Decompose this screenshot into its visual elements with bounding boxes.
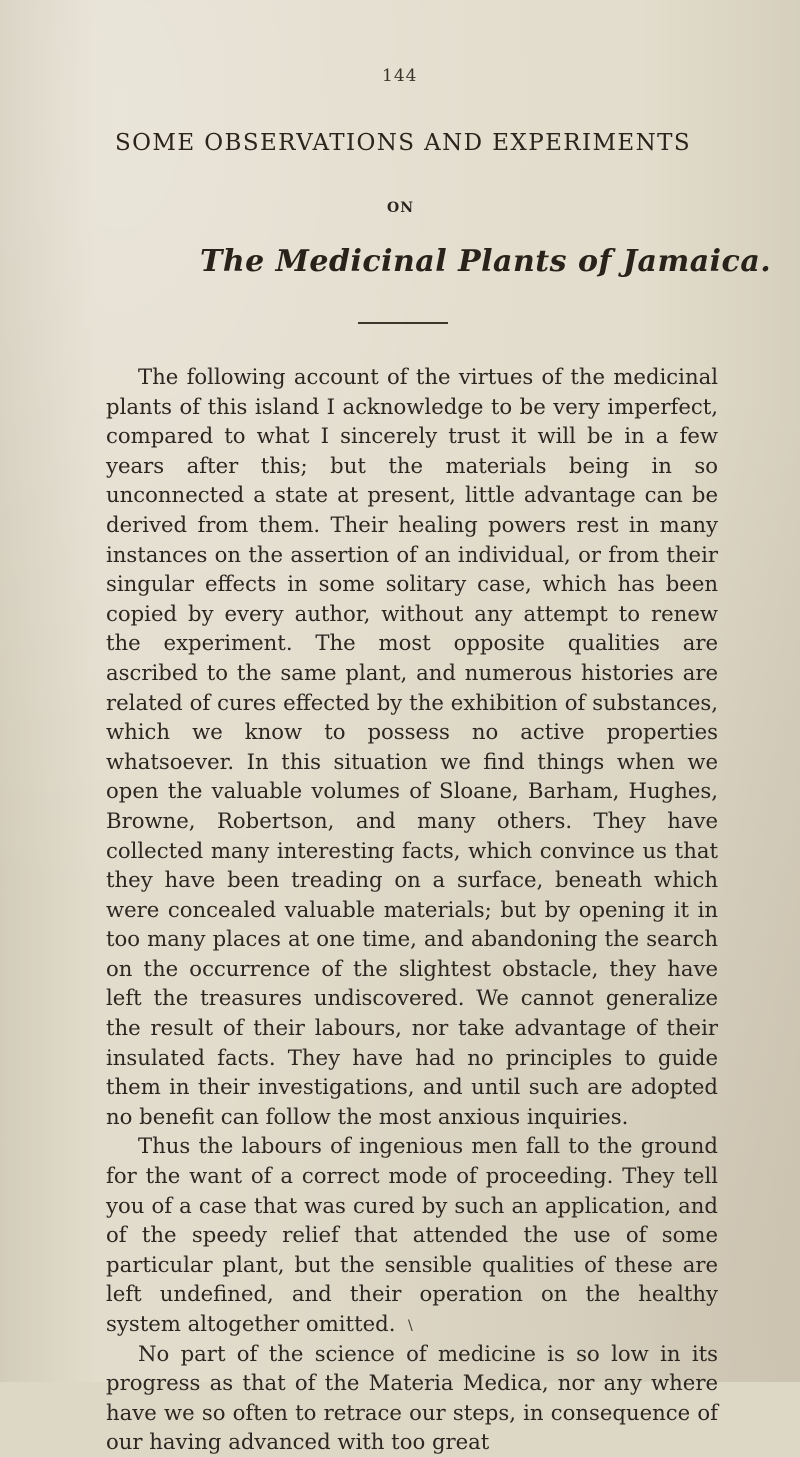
body-text	[106, 362, 718, 1457]
paragraph-3: No part of the science of medicine is so low in its progress as that of the Materia Medica, nor any where have we so often to retrace our steps, in consequence of our having advanced with too great	[106, 1340, 718, 1455]
title-rule	[358, 322, 448, 324]
chapter-subtitle: The Medicinal Plants of Jamaica.	[200, 244, 772, 279]
paragraph-2: Thus the labours of ingenious men fall to the ground for the want of a correct mode of proceeding. They tell you of a case that was cured by such an application, and of the speedy relief that attended the use of some particular plant, but the sensible qualities of these are left undefined, and their operation on the healthy system altogether omitted.	[106, 1133, 718, 1336]
page-number: 144	[382, 66, 418, 86]
title-connector: ON	[387, 200, 414, 216]
paragraph-1: The following account of the virtues of the medicinal plants of this island I acknowledge to be very imperfect, compared to what I sincerely trust it will be in a few years after this; but the materials being in so unconnected a state at present, little advantage can be derived from them. Their healing powers rest in many instances on the assertion of an individual, or from their singular effects in some solitary case, which has been copied by every author, without any attempt to renew the experiment. The most opposite qualities are ascribed to the same plant, and numerous histories are related of cures effected by the exhibition of substances, which we know to possess no active properties whatsoever. In this situation we find things when we open the valuable volumes of Sloane, Barham, Hughes, Browne, Robertson, and many others. They have collected many interesting facts, which convince us that they have been treading on a surface, beneath which were concealed valuable materials; but by opening it in too many places at one time, and abandoning the search on the occurrence of the slightest obstacle, they have left the treasures undiscovered. We cannot generalize the result of their labours, nor take advantage of their insulated facts. They have had no principles to guide them in their investigations, and until such are adopted no benefit can follow the most anxious inquiries.	[106, 364, 718, 1129]
catchword-mark: \	[408, 1318, 413, 1334]
chapter-title: SOME OBSERVATIONS AND EXPERIMENTS	[115, 130, 692, 156]
